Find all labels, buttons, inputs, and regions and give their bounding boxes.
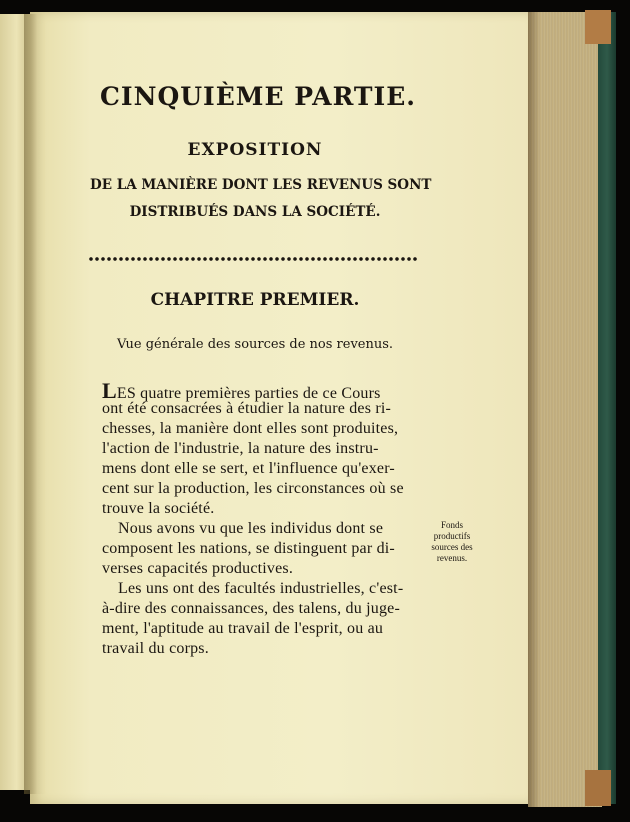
margin-note-line: sources des bbox=[431, 542, 473, 552]
dotted-rule bbox=[88, 255, 418, 263]
chapter-title: CHAPITRE PREMIER. bbox=[150, 290, 360, 310]
paragraph-2-line-3: verses capacités productives. bbox=[102, 560, 294, 577]
cover-corner-top bbox=[585, 10, 611, 44]
paragraph-1-line-3: chesses, la manière dont elles sont produites, bbox=[102, 420, 399, 437]
paragraph-1-line-4: l'action de l'industrie, la nature des instru- bbox=[102, 440, 379, 457]
paragraph-3-line-4: travail du corps. bbox=[102, 640, 209, 657]
paragraph-3-line-2: à-dire des connaissances, des talens, du juge- bbox=[102, 600, 400, 617]
paragraph-1-line-1-text: ES quatre premières parties de ce Cours bbox=[116, 385, 381, 402]
page-edge-shadow bbox=[528, 12, 540, 807]
drop-initial: L bbox=[102, 378, 117, 403]
cover-corner-bottom bbox=[585, 770, 611, 806]
paragraph-2-line-2: composent les nations, se distinguent par di- bbox=[102, 540, 395, 557]
paragraph-3-line-1: Les uns ont des facultés industrielles, c'est- bbox=[118, 580, 404, 597]
chapter-subtitle: Vue générale des sources de nos revenus. bbox=[116, 337, 394, 352]
paragraph-2-line-1: Nous avons vu que les individus dont se bbox=[118, 520, 384, 537]
paragraph-1-line-6: cent sur la production, les circonstances où se bbox=[102, 480, 404, 497]
subheading-line-2: DISTRIBUÉS DANS LA SOCIÉTÉ. bbox=[129, 204, 381, 220]
margin-note-line: productifs bbox=[433, 531, 471, 541]
book-cover bbox=[598, 12, 616, 804]
gutter-shadow bbox=[24, 14, 46, 794]
paragraph-1-line-2: ont été consacrées à étudier la nature des ri- bbox=[102, 400, 392, 417]
part-title: CINQUIÈME PARTIE. bbox=[100, 82, 416, 111]
paragraph-3-line-3: ment, l'aptitude au travail de l'esprit, ou au bbox=[102, 620, 384, 637]
margin-note-line: revenus. bbox=[436, 553, 468, 563]
subheading-line-1: DE LA MANIÈRE DONT LES REVENUS SONT bbox=[90, 177, 432, 193]
paragraph-1-line-7: trouve la société. bbox=[102, 500, 215, 517]
paragraph-1-line-5: mens dont elle se sert, et l'influence qu'exer- bbox=[102, 460, 395, 477]
exposition-heading: EXPOSITION bbox=[187, 140, 323, 160]
margin-note bbox=[424, 520, 480, 564]
margin-note-line: Fonds bbox=[440, 520, 463, 530]
